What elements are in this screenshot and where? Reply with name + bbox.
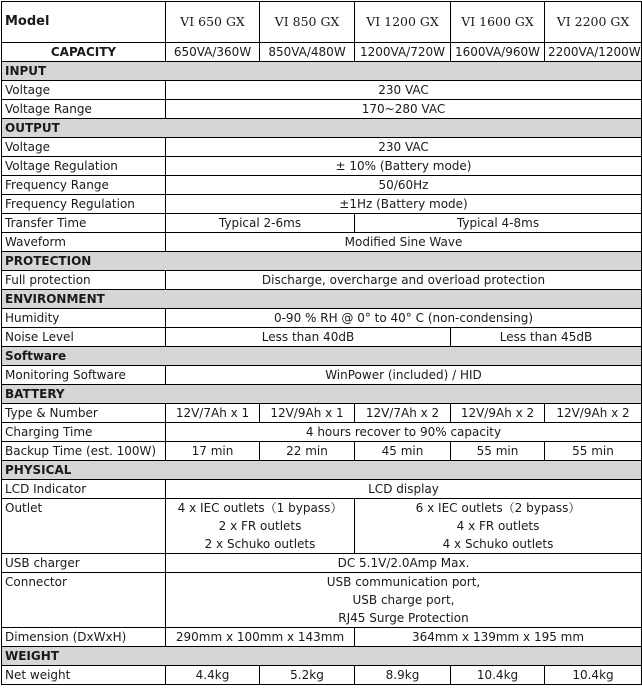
table-row bbox=[2, 666, 642, 685]
connector-line: USB communication port, bbox=[326, 575, 481, 589]
table-row bbox=[2, 138, 642, 157]
table-row bbox=[2, 157, 642, 176]
model-name: VI 1200 GX bbox=[355, 2, 451, 43]
model-name: VI 850 GX bbox=[260, 2, 355, 43]
capacity-row bbox=[2, 43, 642, 62]
capacity-value: 2200VA/1200W bbox=[545, 43, 642, 62]
section-header bbox=[2, 347, 642, 366]
outlet-line: 2 x FR outlets bbox=[218, 519, 302, 533]
row-label: Net weight bbox=[2, 666, 166, 685]
battery-type: 12V/9Ah x 2 bbox=[451, 404, 545, 423]
net-weight: 8.9kg bbox=[355, 666, 451, 685]
row-label: Humidity bbox=[2, 309, 166, 328]
row-label: Noise Level bbox=[2, 328, 166, 347]
section-header bbox=[2, 119, 642, 138]
row-label: LCD Indicator bbox=[2, 480, 166, 499]
section-weight-title: WEIGHT bbox=[2, 647, 642, 666]
connector-value bbox=[166, 573, 642, 628]
row-label: Type & Number bbox=[2, 404, 166, 423]
row-value: 50/60Hz bbox=[166, 176, 642, 195]
row-label: Dimension (DxWxH) bbox=[2, 628, 166, 647]
battery-type: 12V/7Ah x 2 bbox=[355, 404, 451, 423]
net-weight: 5.2kg bbox=[260, 666, 355, 685]
connector-line: RJ45 Surge Protection bbox=[338, 611, 469, 625]
section-input-title: INPUT bbox=[2, 62, 642, 81]
section-header bbox=[2, 290, 642, 309]
row-label: Voltage Regulation bbox=[2, 157, 166, 176]
table-row bbox=[2, 100, 642, 119]
model-label: Model bbox=[2, 2, 166, 43]
table-row bbox=[2, 271, 642, 290]
section-header bbox=[2, 461, 642, 480]
backup-time: 55 min bbox=[451, 442, 545, 461]
section-software-title: Software bbox=[2, 347, 642, 366]
row-label: Voltage bbox=[2, 138, 166, 157]
table-row bbox=[2, 366, 642, 385]
backup-time: 22 min bbox=[260, 442, 355, 461]
row-label: Connector bbox=[2, 573, 166, 628]
battery-type: 12V/7Ah x 1 bbox=[166, 404, 260, 423]
battery-type: 12V/9Ah x 2 bbox=[545, 404, 642, 423]
table-row bbox=[2, 554, 642, 573]
backup-time: 55 min bbox=[545, 442, 642, 461]
capacity-value: 650VA/360W bbox=[166, 43, 260, 62]
outlet-line: 4 x IEC outlets（1 bypass） bbox=[177, 501, 343, 515]
row-value: Less than 45dB bbox=[451, 328, 642, 347]
row-label: Backup Time (est. 100W) bbox=[2, 442, 166, 461]
row-value: Discharge, overcharge and overload protection bbox=[166, 271, 642, 290]
table-row bbox=[2, 195, 642, 214]
capacity-label: CAPACITY bbox=[2, 43, 166, 62]
table-row bbox=[2, 480, 642, 499]
net-weight: 10.4kg bbox=[545, 666, 642, 685]
section-header bbox=[2, 647, 642, 666]
connector-line: USB charge port, bbox=[352, 593, 455, 607]
outlet-line: 4 x FR outlets bbox=[456, 519, 540, 533]
row-value: DC 5.1V/2.0Amp Max. bbox=[166, 554, 642, 573]
table-row bbox=[2, 442, 642, 461]
outlet-line: 6 x IEC outlets（2 bypass） bbox=[415, 501, 581, 515]
row-label: Frequency Regulation bbox=[2, 195, 166, 214]
row-value: 4 hours recover to 90% capacity bbox=[166, 423, 642, 442]
capacity-value: 1600VA/960W bbox=[451, 43, 545, 62]
section-physical-title: PHYSICAL bbox=[2, 461, 642, 480]
capacity-value: 1200VA/720W bbox=[355, 43, 451, 62]
section-battery-title: BATTERY bbox=[2, 385, 642, 404]
row-value: ±1Hz (Battery mode) bbox=[166, 195, 642, 214]
net-weight: 4.4kg bbox=[166, 666, 260, 685]
row-label: Transfer Time bbox=[2, 214, 166, 233]
row-value: 0-90 % RH @ 0° to 40° C (non-condensing) bbox=[166, 309, 642, 328]
row-value: Less than 40dB bbox=[166, 328, 451, 347]
row-value: 230 VAC bbox=[166, 81, 642, 100]
section-header bbox=[2, 252, 642, 271]
row-value: ± 10% (Battery mode) bbox=[166, 157, 642, 176]
table-row bbox=[2, 404, 642, 423]
row-label: Voltage bbox=[2, 81, 166, 100]
model-name: VI 1600 GX bbox=[451, 2, 545, 43]
row-label: Full protection bbox=[2, 271, 166, 290]
outlet-line: 4 x Schuko outlets bbox=[442, 537, 554, 551]
row-value: 364mm x 139mm x 195 mm bbox=[355, 628, 642, 647]
net-weight: 10.4kg bbox=[451, 666, 545, 685]
row-label: Frequency Range bbox=[2, 176, 166, 195]
row-value: WinPower (included) / HID bbox=[166, 366, 642, 385]
row-value: 290mm x 100mm x 143mm bbox=[166, 628, 355, 647]
backup-time: 17 min bbox=[166, 442, 260, 461]
row-value: 170~280 VAC bbox=[166, 100, 642, 119]
model-name: VI 2200 GX bbox=[545, 2, 642, 43]
table-row bbox=[2, 309, 642, 328]
outlet-small-models bbox=[166, 499, 355, 554]
table-row bbox=[2, 214, 642, 233]
table-row bbox=[2, 423, 642, 442]
table-row bbox=[2, 81, 642, 100]
table-row bbox=[2, 176, 642, 195]
outlet-large-models bbox=[355, 499, 642, 554]
section-header bbox=[2, 385, 642, 404]
row-label: Outlet bbox=[2, 499, 166, 554]
row-label: Monitoring Software bbox=[2, 366, 166, 385]
model-name: VI 650 GX bbox=[166, 2, 260, 43]
header-row bbox=[2, 2, 642, 43]
row-value: LCD display bbox=[166, 480, 642, 499]
table-row bbox=[2, 328, 642, 347]
row-label: Voltage Range bbox=[2, 100, 166, 119]
table-row bbox=[2, 499, 642, 554]
battery-type: 12V/9Ah x 1 bbox=[260, 404, 355, 423]
table-row bbox=[2, 628, 642, 647]
section-protection-title: PROTECTION bbox=[2, 252, 642, 271]
row-value: Typical 4-8ms bbox=[355, 214, 642, 233]
row-label: USB charger bbox=[2, 554, 166, 573]
table-row bbox=[2, 233, 642, 252]
row-value: Typical 2-6ms bbox=[166, 214, 355, 233]
row-label: Waveform bbox=[2, 233, 166, 252]
row-value: 230 VAC bbox=[166, 138, 642, 157]
outlet-line: 2 x Schuko outlets bbox=[204, 537, 316, 551]
section-header bbox=[2, 62, 642, 81]
backup-time: 45 min bbox=[355, 442, 451, 461]
section-environment-title: ENVIRONMENT bbox=[2, 290, 642, 309]
row-value: Modified Sine Wave bbox=[166, 233, 642, 252]
capacity-value: 850VA/480W bbox=[260, 43, 355, 62]
row-label: Charging Time bbox=[2, 423, 166, 442]
spec-table bbox=[1, 1, 642, 685]
section-output-title: OUTPUT bbox=[2, 119, 642, 138]
table-row bbox=[2, 573, 642, 628]
